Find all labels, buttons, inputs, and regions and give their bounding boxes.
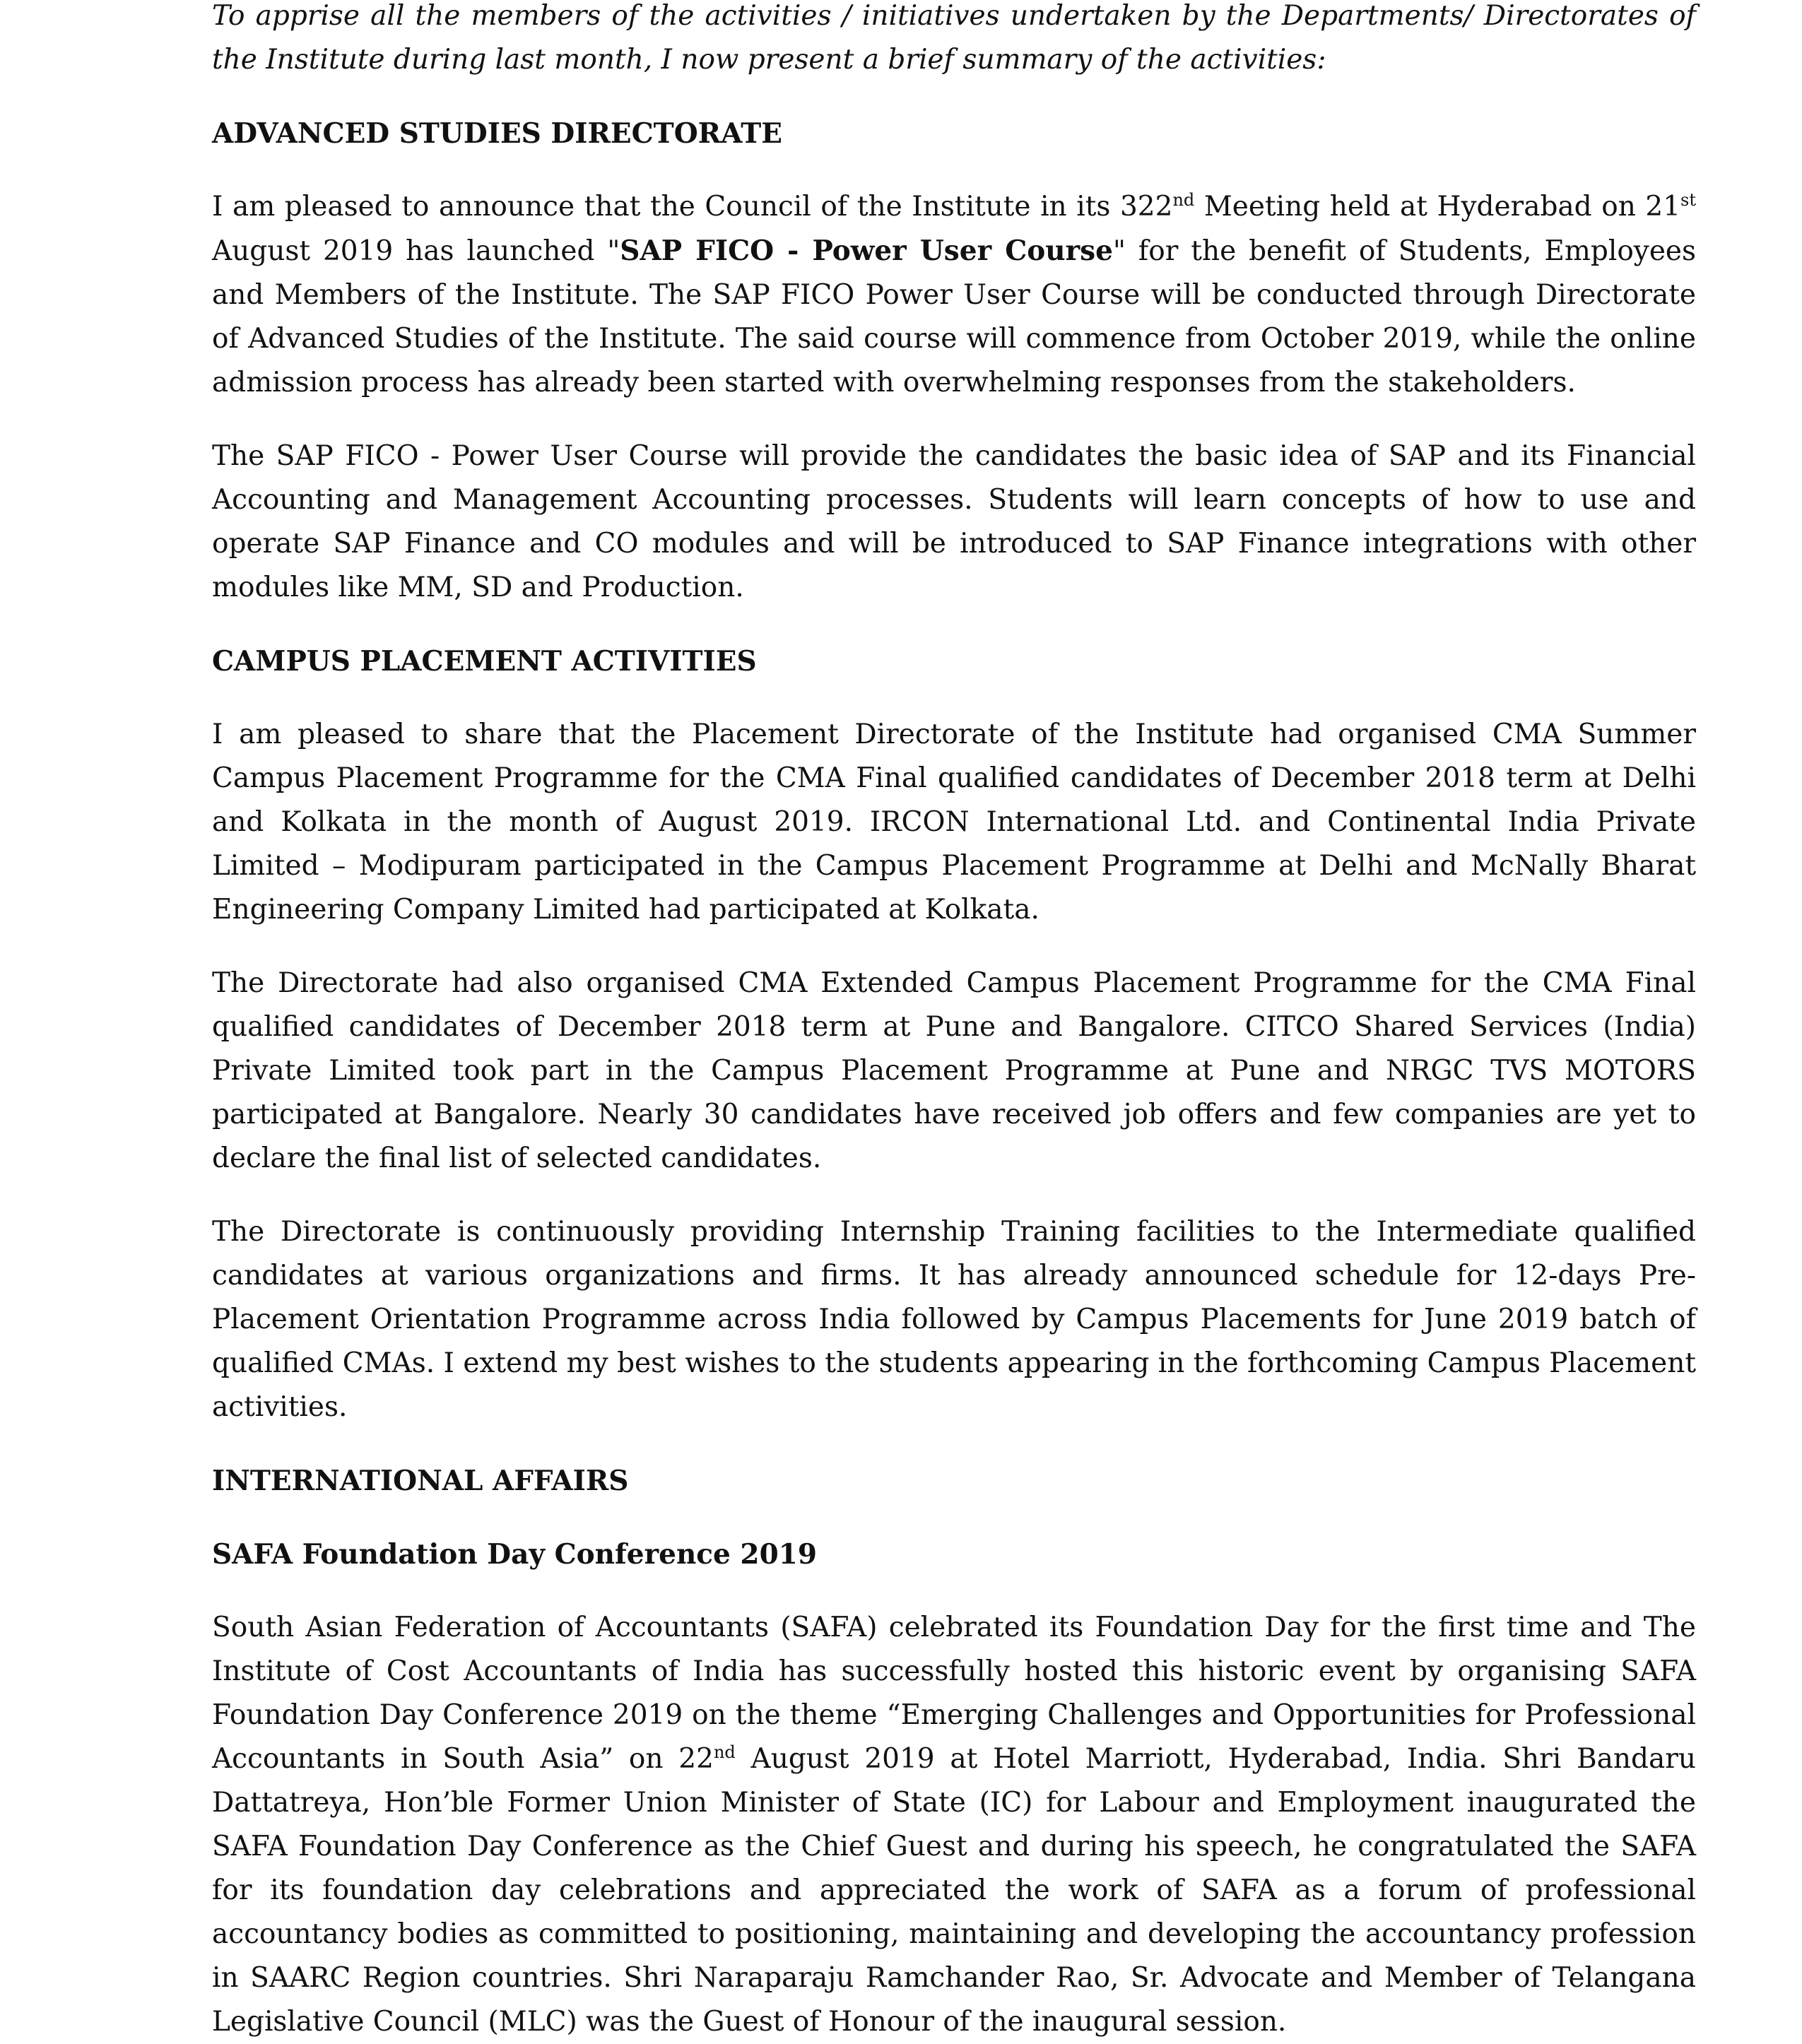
international-affairs-paragraph-1 bbox=[212, 1606, 1696, 2044]
intro-paragraph: To apprise all the members of the activities / initiatives undertaken by the Departments/ Directorates of the Institute during last month, I now present a brief summary of the activities: bbox=[212, 0, 1696, 76]
campus-placement-paragraph-3: The Directorate is continuously providing Internship Training facilities to the Intermediate qualified candidates at various organizations and firms. It has already announced schedule for 12-days Pre-Placement Orientation Programme across India followed by Campus Placements for June 2019 batch of qualified CMAs. I extend my best wishes to the students appearing in the forthcoming Campus Placement activities. bbox=[212, 1216, 1696, 1423]
section-heading-campus-placement: CAMPUS PLACEMENT ACTIVITIES bbox=[212, 645, 757, 678]
text-run: August 2019 at Hotel Marriott, Hyderabad, India. Shri Bandaru Dattatreya, Hon’ble Former Union Minister of State (IC) for Labour and Employment inaugurated the SAFA Foundation Day Conference as the Chief Guest and during his speech, he congratulated the SAFA for its foundation day celebrations and appreciated the work of SAFA as a forum of professional accountancy bodies as committed to positioning, maintaining and developing the accountancy profession in SAARC Region countries. Shri Naraparaju Ramchander Rao, Sr. Advocate and Member of Telangana Legislative Council (MLC) was the Guest of Honour of the inaugural session. bbox=[212, 1743, 1696, 2038]
text-run: I am pleased to announce that the Council of the Institute in its 322 bbox=[212, 191, 1173, 223]
advanced-studies-paragraph-1 bbox=[212, 185, 1696, 405]
campus-placement-paragraph-2: The Directorate had also organised CMA Extended Campus Placement Programme for the CMA Final qualified candidates of December 2018 term at Pune and Bangalore. CITCO Shared Services (India) Private Limited took part in the Campus Placement Programme at Pune and NRGC TVS MOTORS participated at Bangalore. Nearly 30 candidates have received job offers and few companies are yet to declare the final list of selected candidates. bbox=[212, 967, 1696, 1174]
text-run: August 2019 has launched " bbox=[212, 235, 620, 267]
text-run: South Asian Federation of Accountants (SAFA) celebrated its Foundation Day for the first time and The Institute of Cost Accountants of India has successfully hosted this historic event by organising SAFA Foundation Day Conference 2019 on the theme “Emerging Challenges and Opportunities for Professional Accountants in South Asia” on 22 bbox=[212, 1612, 1696, 1775]
text-run: " for the benefit of Students, Employees and Members of the Institute. The SAP FICO Power User Course will be conducted through Directorate of Advanced Studies of the Institute. The said course will commence from October 2019, while the online admission process has already been started with overwhelming responses from the stakeholders. bbox=[212, 235, 1697, 398]
document-page bbox=[212, 0, 1696, 2044]
subheading-safa-conference: SAFA Foundation Day Conference 2019 bbox=[212, 1538, 817, 1571]
advanced-studies-paragraph-2: The SAP FICO - Power User Course will provide the candidates the basic idea of SAP and its Financial Accounting and Management Accounting processes. Students will learn concepts of how to use and operate SAP Finance and CO modules and will be introduced to SAP Finance integrations with other modules like MM, SD and Production. bbox=[212, 440, 1696, 603]
text-run: Meeting held at Hyderabad on 21 bbox=[1194, 191, 1681, 223]
course-name-bold: SAP FICO - Power User Course bbox=[620, 235, 1113, 267]
campus-placement-paragraph-1: I am pleased to share that the Placement Directorate of the Institute had organised CMA Summer Campus Placement Programme for the CMA Final qualified candidates of December 2018 term at Delhi and Kolkata in the month of August 2019. IRCON International Ltd. and Continental India Private Limited – Modipuram participated in the Campus Placement Programme at Delhi and McNally Bharat Engineering Company Limited had participated at Kolkata. bbox=[212, 719, 1696, 926]
superscript: nd bbox=[1172, 190, 1195, 210]
section-heading-international-affairs: INTERNATIONAL AFFAIRS bbox=[212, 1465, 629, 1497]
section-heading-advanced-studies: ADVANCED STUDIES DIRECTORATE bbox=[212, 117, 782, 150]
superscript: nd bbox=[713, 1742, 736, 1762]
superscript: st bbox=[1680, 190, 1696, 210]
